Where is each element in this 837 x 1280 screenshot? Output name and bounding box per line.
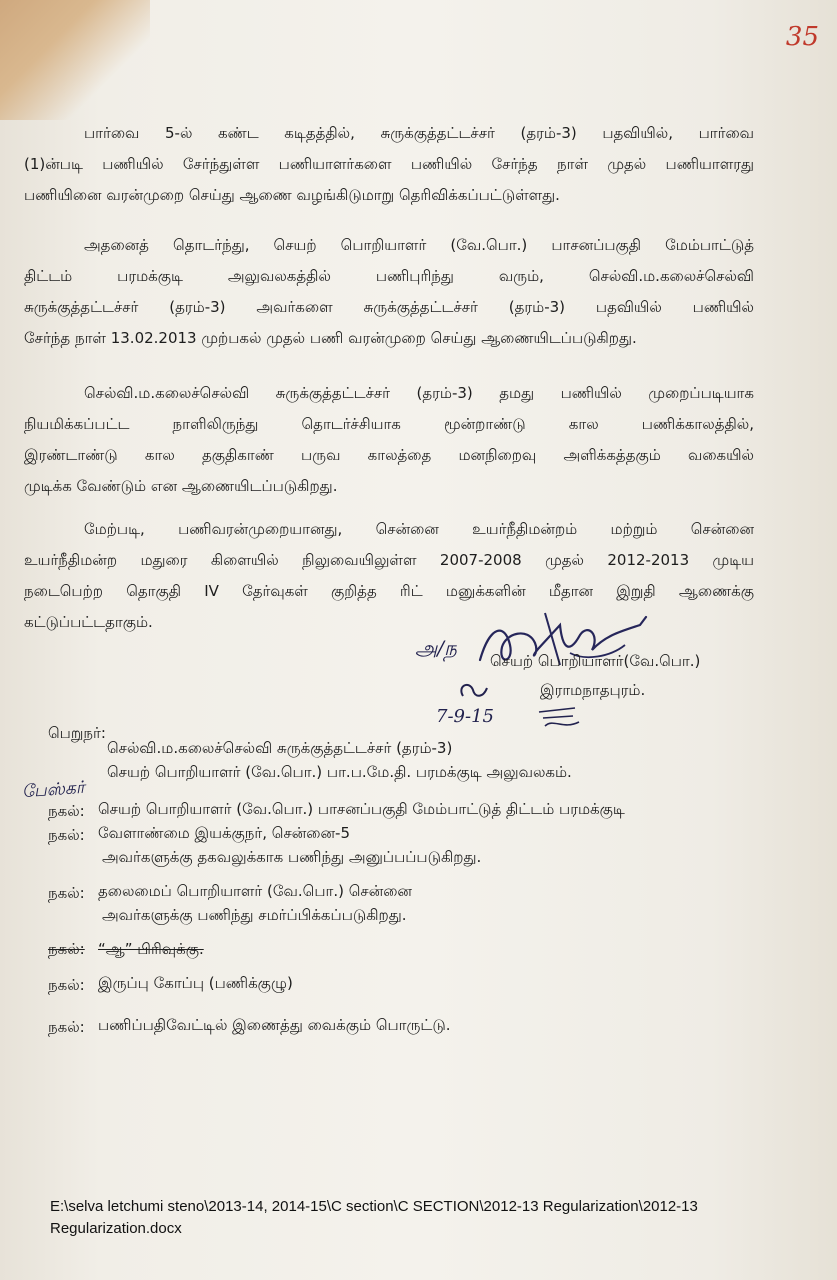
paragraph-1	[24, 118, 754, 211]
copy-text: பணிப்பதிவேட்டில் இணைத்து வைக்கும் பொருட்டு.	[98, 1016, 451, 1034]
paragraph-line: திட்டம் பரமக்குடி அலுவலகத்தில் பணிபுரிந்து வரும், செல்வி.ம.கலைச்செல்வி	[24, 267, 754, 285]
handwritten-date: 7-9-15	[436, 706, 494, 727]
paragraph-line: பார்வை 5-ல் கண்ட கடிதத்தில், சுருக்குத்தட்டச்சர் (தரம்-3) பதவியில், பார்வை	[84, 124, 754, 142]
copy-label: நகல்:	[48, 1018, 85, 1036]
paragraph-2	[24, 230, 754, 354]
paragraph-line: செல்வி.ம.கலைச்செல்வி சுருக்குத்தட்டச்சர் (தரம்-3) தமது பணியில் முறைப்படியாக	[84, 384, 754, 402]
copy-text: தலைமைப் பொறியாளர் (வே.பொ.) சென்னை	[98, 882, 412, 900]
copy-label: நகல்:	[48, 802, 85, 820]
paragraph-line: கட்டுப்பட்டதாகும்.	[24, 613, 153, 631]
recipient-label: பெறுநர்:	[48, 724, 106, 742]
page-number: 35	[785, 22, 819, 52]
signatory-place: இராமநாதபுரம்.	[540, 681, 646, 699]
copy-text: செயற் பொறியாளர் (வே.பொ.) பாசனப்பகுதி மேம்பாட்டுத் திட்டம் பரமக்குடி	[98, 800, 625, 818]
signatory-title: செயற் பொறியாளர்(வே.பொ.)	[490, 652, 701, 670]
paragraph-line: சேர்ந்த நாள் 13.02.2013 முற்பகல் முதல் பணி வரன்முறை செய்து ஆணையிடப்படுகிறது.	[24, 329, 637, 347]
paragraph-line: பணியினை வரன்முறை செய்து ஆணை வழங்கிடுமாறு தெரிவிக்கப்பட்டுள்ளது.	[24, 186, 560, 204]
paragraph-line: சுருக்குத்தட்டச்சர் (தரம்-3) அவர்களை சுருக்குத்தட்டச்சர் (தரம்-3) பதவியில் பணியில்	[24, 298, 754, 316]
paragraph-line: மேற்படி, பணிவரன்முறையானது, சென்னை உயர்நீதிமன்றம் மற்றும் சென்னை	[84, 520, 754, 538]
paper-corner-shadow	[0, 0, 150, 120]
handwritten-scribble	[535, 702, 585, 732]
copy-text-struck: “ஆ” பிரிவுக்கு.	[98, 940, 204, 958]
paragraph-line: நடைபெற்ற தொகுதி IV தேர்வுகள் குறித்த ரிட் மனுக்களின் மீதான இறுதி ஆணைக்கு	[24, 582, 754, 600]
handwritten-margin-note: பேஸ்கர்	[21, 777, 86, 803]
paragraph-line: நியமிக்கப்பட்ட நாளிலிருந்து தொடர்ச்சியாக மூன்றாண்டு கால பணிக்காலத்தில்,	[24, 415, 754, 433]
handwritten-mark	[455, 676, 495, 706]
recipient-line-1: செல்வி.ம.கலைச்செல்வி சுருக்குத்தட்டச்சர் (தரம்-3)	[107, 739, 453, 757]
copy-label: நகல்:	[48, 884, 85, 902]
copy-subtext: அவர்களுக்கு பணிந்து சமர்ப்பிக்கப்படுகிறது.	[102, 906, 407, 924]
paragraph-3	[24, 378, 754, 502]
footer-file-path: E:\selva letchumi steno\2013-14, 2014-15\C section\C SECTION\2012-13 Regularization\2012-13 Regularization.docx	[50, 1198, 698, 1237]
copy-label-struck: நகல்:	[48, 940, 85, 958]
paragraph-line: இரண்டாண்டு கால தகுதிகாண் பருவ காலத்தை மனநிறைவு அளிக்கத்தகும் வகையில்	[24, 446, 754, 464]
copy-subtext: அவர்களுக்கு தகவலுக்காக பணிந்து அனுப்பப்படுகிறது.	[102, 848, 482, 866]
paragraph-line: முடிக்க வேண்டும் என ஆணையிடப்படுகிறது.	[24, 477, 338, 495]
handwritten-initials: அ/ந	[415, 636, 457, 660]
recipient-line-2: செயற் பொறியாளர் (வே.பொ.) பா.ப.மே.தி. பரமக்குடி அலுவலகம்.	[107, 763, 572, 781]
paragraph-line: உயர்நீதிமன்ற மதுரை கிளையில் நிலுவையிலுள்ள 2007-2008 முதல் 2012-2013 முடிய	[24, 551, 754, 569]
copy-label: நகல்:	[48, 976, 85, 994]
copy-text: இருப்பு கோப்பு (பணிக்குழு)	[98, 974, 293, 992]
copy-label: நகல்:	[48, 826, 85, 844]
paragraph-line: அதனைத் தொடர்ந்து, செயற் பொறியாளர் (வே.பொ.) பாசனப்பகுதி மேம்பாட்டுத்	[84, 236, 754, 254]
paragraph-line: (1)ன்படி பணியில் சேர்ந்துள்ள பணியாளர்களை பணியில் சேர்ந்த நாள் முதல் பணியாளரது	[24, 155, 754, 173]
copy-text: வேளாண்மை இயக்குநர், சென்னை-5	[98, 824, 351, 842]
